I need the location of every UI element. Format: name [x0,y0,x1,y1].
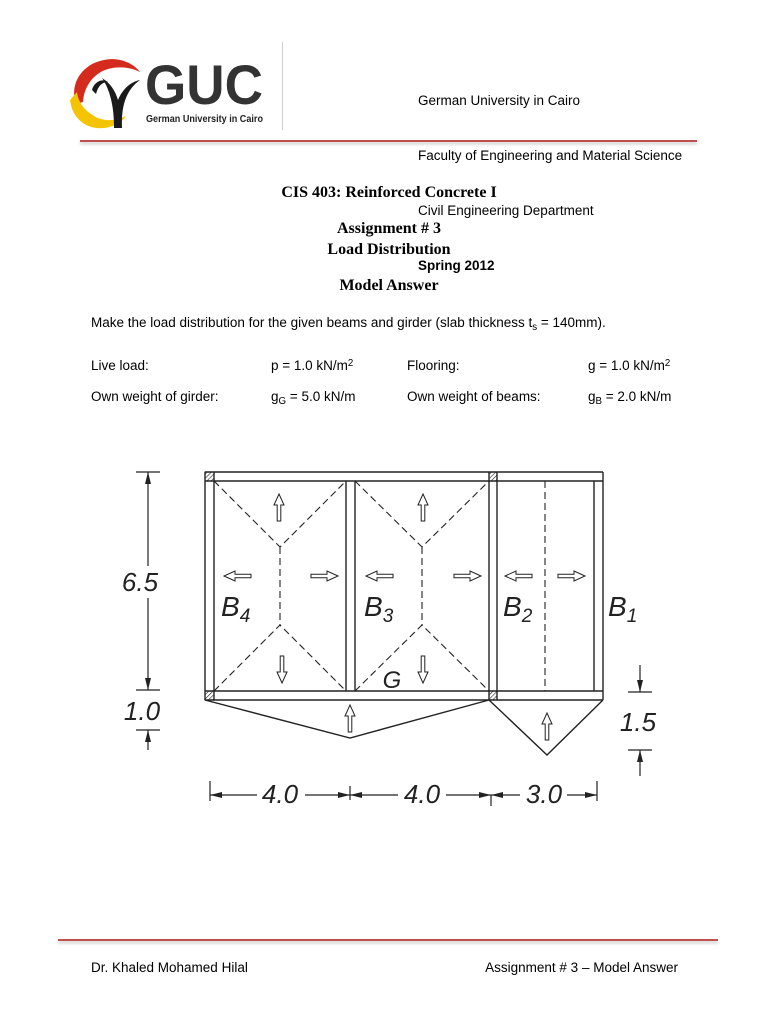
arrow-up-icon [418,494,428,521]
logo-separator [282,42,283,130]
logo-wordmark: GUC [145,53,263,116]
beam-weight-value [588,389,672,407]
girder-weight-symbol: g [271,389,279,404]
live-load-exponent: 2 [347,357,354,369]
girder-load-triangle [205,700,489,738]
arrowhead-left-icon [491,792,503,798]
logo-graphic [52,42,282,132]
column [205,691,214,700]
girder-weight-subscript: G [278,395,287,407]
footer-author: Dr. Khaled Mohamed Hilal [91,960,248,975]
flooring-amount: = 1.0 kN/m [595,358,665,373]
assignment-number: Assignment # 3 [336,219,441,237]
girder-weight-value [271,389,356,407]
course-title: CIS 403: Reinforced Concrete I [281,183,497,201]
arrowhead-right-icon [585,792,597,798]
beam-index: 3 [382,606,394,627]
live-load-label: Live load: [91,358,149,373]
flooring-symbol: g [588,358,596,373]
arrow-right-icon [558,571,585,581]
beam-letter: B [221,591,240,622]
arrowhead-up-icon [145,730,151,742]
girder-weight-amount: = 5.0 kN/m [286,389,356,404]
flooring-label: Flooring: [407,358,460,373]
dimension-label: 3.0 [525,779,563,809]
beam-letter: B [503,591,522,622]
arrow-up-icon [274,494,284,521]
load-distribution-diagram [100,455,680,825]
arrowhead-left-icon [210,792,222,798]
beam-weight-amount: = 2.0 kN/m [602,389,672,404]
arrow-right-icon [454,571,481,581]
arrowhead-up-icon [145,472,151,484]
girder-label: G [382,667,402,694]
beam-letter: B [364,591,383,622]
distribution-lines [214,481,545,691]
beam-weight-symbol: g [588,389,596,404]
problem-text-end: = 140mm). [537,314,606,330]
dimension-label: 4.0 [261,779,299,809]
girder-weight-label: Own weight of girder: [91,389,219,404]
column [489,472,497,481]
beam-letter: B [608,591,627,622]
dimension-label: 1.0 [123,696,161,726]
arrow-left-icon [505,571,532,581]
term-label: Spring 2012 [418,257,495,273]
arrowhead-right-icon [479,792,491,798]
flooring-value [588,359,670,373]
department-name: Civil Engineering Department [418,203,594,219]
beam-weight-label: Own weight of beams: [407,389,541,404]
beam-weight-subscript: B [595,395,602,407]
arrow-up-icon [542,713,552,740]
arrowhead-down-icon [637,680,643,692]
live-load-symbol: p [271,358,279,373]
flooring-exponent: 2 [664,357,671,369]
assignment-topic: Load Distribution [327,240,451,258]
beam-index: 4 [239,606,251,627]
problem-statement [91,314,606,333]
columns [205,472,497,700]
beam-index: 1 [626,606,638,627]
arrowhead-down-icon [145,678,151,690]
document-subtitle: Model Answer [339,276,439,294]
header-divider [80,140,697,142]
column [205,472,214,481]
university-logo [52,42,282,132]
institution-name: German University in Cairo [418,93,581,109]
footer-divider [58,939,718,941]
arrowhead-left-icon [350,792,362,798]
arrowhead-up-icon [637,750,643,762]
arrow-right-icon [311,571,338,581]
logo-tagline: German University in Cairo [146,113,263,125]
dimension-label: 6.5 [121,567,159,597]
thickness-subscript: s [532,321,538,333]
beam-label-b3 [364,591,394,627]
beam-index: 2 [521,606,533,627]
beam-label-b1 [608,591,637,627]
live-load-value [271,359,353,373]
column [489,691,497,700]
dimension-label: 4.0 [403,779,441,809]
arrow-down-icon [418,656,428,683]
arrow-left-icon [224,571,251,581]
arrowhead-right-icon [338,792,350,798]
live-load-amount: = 1.0 kN/m [278,358,348,373]
arrow-up-icon [345,705,355,732]
footer-reference: Assignment # 3 – Model Answer [485,960,678,975]
problem-text: Make the load distribution for the given beams and girder (slab thickness t [91,314,533,330]
beam-label-b4 [221,591,250,627]
beam-label-b2 [503,591,533,627]
arrow-down-icon [277,656,287,683]
dimension-label: 1.5 [619,707,657,737]
floor-plan [205,472,603,755]
faculty-name: Faculty of Engineering and Material Science [418,148,683,164]
arrow-left-icon [366,571,393,581]
